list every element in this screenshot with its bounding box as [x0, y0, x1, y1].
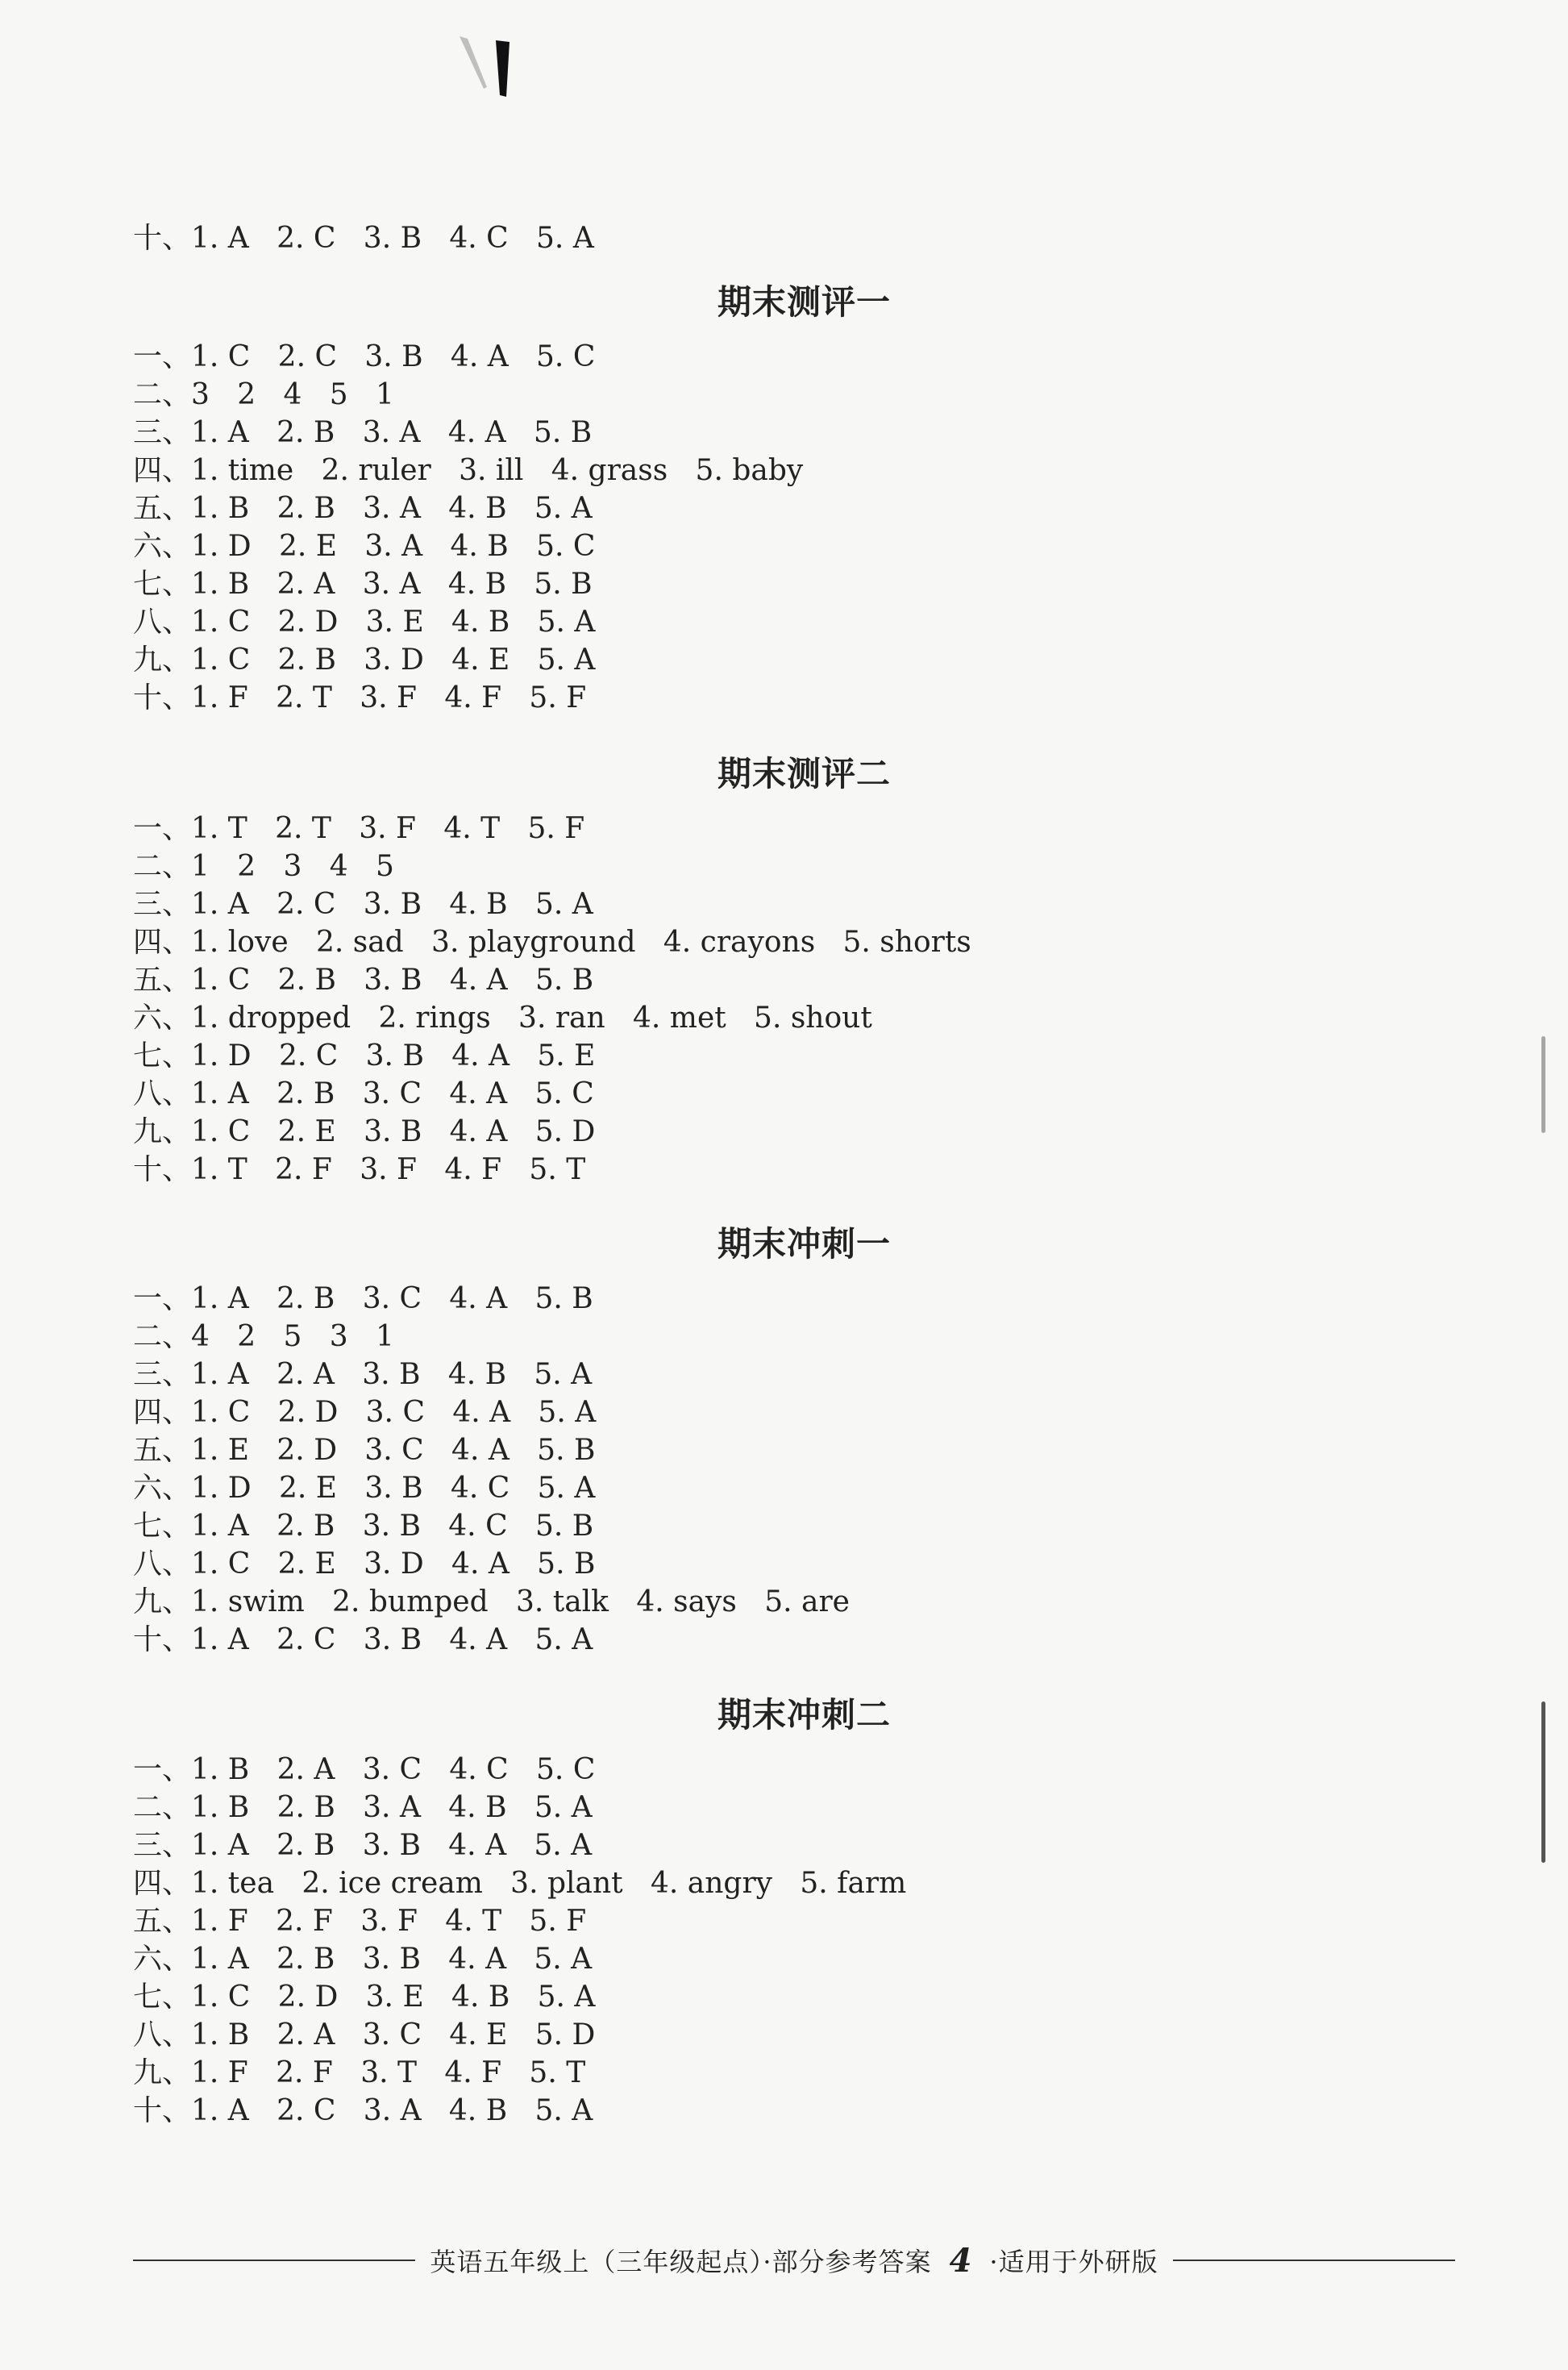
- answer-line: 三、1. A 2. A 3. B 4. B 5. A: [133, 1358, 593, 1391]
- answer-line: 九、1. C 2. B 3. D 4. E 5. A: [133, 644, 596, 677]
- answer-line: 七、1. B 2. A 3. A 4. B 5. B: [133, 568, 593, 601]
- answer-line: 四、1. love 2. sad 3. playground 4. crayons 5. shorts: [133, 926, 971, 959]
- answer-line: 五、1. B 2. B 3. A 4. B 5. A: [133, 492, 593, 525]
- answer-line: 七、1. D 2. C 3. B 4. A 5. E: [133, 1039, 596, 1073]
- scan-edge-mark: [1541, 1701, 1545, 1863]
- answer-line: 十、1. A 2. C 3. B 4. A 5. A: [133, 1623, 593, 1656]
- answer-line: 十、1. A 2. C 3. A 4. B 5. A: [133, 2094, 593, 2127]
- section-title: 期末冲刺二: [717, 1695, 891, 1735]
- answer-line: 四、1. tea 2. ice cream 3. plant 4. angry 5. farm: [133, 1867, 907, 1900]
- section-title: 期末测评一: [717, 282, 891, 322]
- answer-line: 三、1. A 2. C 3. B 4. B 5. A: [133, 888, 593, 921]
- answer-line: 八、1. C 2. D 3. E 4. B 5. A: [133, 606, 596, 639]
- answer-line: 一、1. C 2. C 3. B 4. A 5. C: [133, 340, 596, 373]
- section-final-test-2: [133, 750, 1181, 1189]
- answer-line: 六、1. dropped 2. rings 3. ran 4. met 5. shout: [133, 1002, 872, 1035]
- answer-line: 七、1. A 2. B 3. B 4. C 5. B: [133, 1510, 594, 1543]
- section-final-test-1: [133, 278, 1181, 717]
- answer-line: 十、1. A 2. C 3. B 4. C 5. A: [133, 222, 594, 255]
- answer-line: 二、1 2 3 4 5: [133, 850, 394, 883]
- scan-edge-mark: [1541, 1036, 1545, 1133]
- answer-line: 六、1. A 2. B 3. B 4. A 5. A: [133, 1943, 593, 1976]
- answer-line: 二、3 2 4 5 1: [133, 378, 394, 411]
- answer-line: 一、1. T 2. T 3. F 4. T 5. F: [133, 812, 585, 845]
- answer-line: 四、1. C 2. D 3. C 4. A 5. A: [133, 1396, 597, 1429]
- answer-line: 一、1. A 2. B 3. C 4. A 5. B: [133, 1282, 593, 1315]
- footer-rule-left: [133, 2260, 415, 2261]
- answer-line: 九、1. F 2. F 3. T 4. F 5. T: [133, 2056, 586, 2089]
- answer-line: 五、1. C 2. B 3. B 4. A 5. B: [133, 964, 594, 997]
- page-footer: [133, 2236, 1455, 2285]
- answer-line: 一、1. B 2. A 3. C 4. C 5. C: [133, 1753, 596, 1786]
- answer-line: 六、1. D 2. E 3. A 4. B 5. C: [133, 530, 596, 563]
- answer-line: 八、1. A 2. B 3. C 4. A 5. C: [133, 1077, 594, 1110]
- answer-line: 六、1. D 2. E 3. B 4. C 5. A: [133, 1472, 596, 1505]
- answer-line: 二、4 2 5 3 1: [133, 1320, 394, 1353]
- answer-line: 四、1. time 2. ruler 3. ill 4. grass 5. baby: [133, 454, 804, 487]
- answer-line: 三、1. A 2. B 3. B 4. A 5. A: [133, 1829, 593, 1862]
- answer-line: 十、1. F 2. T 3. F 4. F 5. F: [133, 681, 587, 714]
- section-final-sprint-2: [133, 1691, 1181, 2130]
- footer-book-title: 英语五年级上（三年级起点）·部分参考答案: [430, 2247, 932, 2277]
- answer-line: 十、1. T 2. F 3. F 4. F 5. T: [133, 1153, 586, 1186]
- section-title: 期末冲刺一: [717, 1224, 891, 1264]
- page-number: 4: [949, 2241, 972, 2280]
- footer-edition: ·适用于外研版: [989, 2247, 1158, 2277]
- answer-line: 九、1. swim 2. bumped 3. talk 4. says 5. are: [133, 1585, 850, 1618]
- answer-line: 三、1. A 2. B 3. A 4. A 5. B: [133, 416, 593, 449]
- section-title: 期末测评二: [717, 754, 891, 793]
- answer-line: 九、1. C 2. E 3. B 4. A 5. D: [133, 1115, 596, 1148]
- answer-line: 五、1. E 2. D 3. C 4. A 5. B: [133, 1434, 596, 1467]
- scan-artifact-mark: [451, 32, 524, 101]
- answer-line: 八、1. C 2. E 3. D 4. A 5. B: [133, 1547, 596, 1581]
- answer-line: 五、1. F 2. F 3. F 4. T 5. F: [133, 1905, 587, 1938]
- answer-line: 八、1. B 2. A 3. C 4. E 5. D: [133, 2018, 596, 2051]
- answer-line: 七、1. C 2. D 3. E 4. B 5. A: [133, 1981, 596, 2014]
- answer-line: 二、1. B 2. B 3. A 4. B 5. A: [133, 1791, 593, 1824]
- section-final-sprint-1: [133, 1220, 1181, 1659]
- footer-rule-right: [1173, 2260, 1455, 2261]
